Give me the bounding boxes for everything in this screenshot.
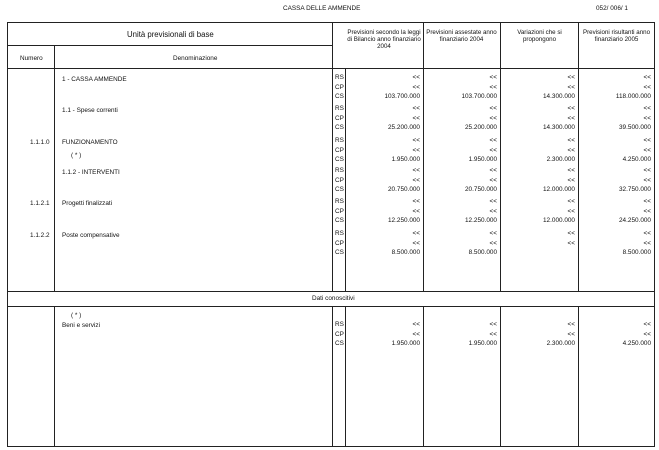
col-header-variazioni: Variazioni che si propongono xyxy=(517,29,562,43)
row-values-col3: << << 14.300.000 xyxy=(543,74,575,101)
row-numero: 1.1.2.2 xyxy=(30,232,50,239)
dati-values-col3: << << 2.300.000 xyxy=(546,321,575,348)
row-values-col4: << << 24.250.000 xyxy=(619,198,651,225)
col-header-assestate-2004: Previsioni assestate anno finanziario 2004 xyxy=(426,29,497,43)
row-values-col1: << << 8.500.000 xyxy=(391,230,420,257)
row-values-col4: << << 32.750.000 xyxy=(619,167,651,194)
row-type-labels: RS CP CS xyxy=(335,167,344,194)
row-type-labels: RS CP CS xyxy=(335,74,344,101)
row-denominazione: Poste compensative xyxy=(62,232,120,239)
row-values-col4: << << 4.250.000 xyxy=(622,137,651,164)
row-values-col1: << << 25.200.000 xyxy=(388,105,420,132)
row-numero: 1.1.1.0 xyxy=(30,139,50,146)
row-values-col2: << << 25.200.000 xyxy=(465,105,497,132)
row-values-col2: << << 1.950.000 xyxy=(468,137,497,164)
row-values-col4: << << 39.500.000 xyxy=(619,105,651,132)
page-code: 052/ 006/ 1 xyxy=(596,5,628,12)
row-type-labels: RS CP CS xyxy=(335,105,344,132)
row-values-col1: << << 103.700.000 xyxy=(384,74,420,101)
dati-values-col4: << << 4.250.000 xyxy=(622,321,651,348)
row-denominazione: 1.1 - Spese correnti xyxy=(62,107,118,114)
row-values-col3: << << xyxy=(567,230,575,247)
row-values-col2: << << 12.250.000 xyxy=(465,198,497,225)
row-type-labels: RS CP CS xyxy=(335,137,344,164)
dati-values-col2: << << 1.950.000 xyxy=(468,321,497,348)
row-numero: 1.1.2.1 xyxy=(30,200,50,207)
row-denominazione: Progetti finalizzati xyxy=(62,200,113,207)
row-values-col3: << << 2.300.000 xyxy=(546,137,575,164)
row-type-labels: RS CP CS xyxy=(335,230,344,257)
dati-denominazione: Beni e servizi xyxy=(62,322,101,329)
row-values-col1: << << 12.250.000 xyxy=(388,198,420,225)
row-note: ( * ) xyxy=(71,152,82,159)
row-type-labels: RS CP CS xyxy=(335,198,344,225)
dati-conoscitivi-title: Dati conoscitivi xyxy=(312,295,355,302)
row-values-col3: << << 12.000.000 xyxy=(543,167,575,194)
row-denominazione: FUNZIONAMENTO xyxy=(62,139,118,146)
row-values-col4: << << 118.000.000 xyxy=(615,74,651,101)
row-values-col1: << << 20.750.000 xyxy=(388,167,420,194)
row-values-col2: << << 8.500.000 xyxy=(468,230,497,257)
dati-note: ( * ) xyxy=(71,312,82,319)
col-header-risultanti-2005: Previsioni risultanti anno finanziario 2005 xyxy=(582,29,651,43)
row-values-col4: << << 8.500.000 xyxy=(622,230,651,257)
col-header-leggi-2004: Previsioni secondo la leggi di Bilancio anno finanziario 2004 xyxy=(347,29,421,50)
row-values-col3: << << 14.300.000 xyxy=(543,105,575,132)
row-denominazione: 1 - CASSA AMMENDE xyxy=(62,76,127,83)
row-denominazione: 1.1.2 - INTERVENTI xyxy=(62,169,120,176)
dati-values-col1: << << 1.950.000 xyxy=(391,321,420,348)
row-values-col3: << << 12.000.000 xyxy=(543,198,575,225)
numero-header: Numero xyxy=(20,55,43,62)
unita-header: Unità previsionali di base xyxy=(127,30,214,39)
row-values-col1: << << 1.950.000 xyxy=(391,137,420,164)
page-title: CASSA DELLE AMMENDE xyxy=(283,5,361,12)
row-values-col2: << << 20.750.000 xyxy=(465,167,497,194)
row-type-labels: RS CP CS xyxy=(335,321,344,348)
denominazione-header: Denominazione xyxy=(173,55,218,62)
row-values-col2: << << 103.700.000 xyxy=(461,74,497,101)
